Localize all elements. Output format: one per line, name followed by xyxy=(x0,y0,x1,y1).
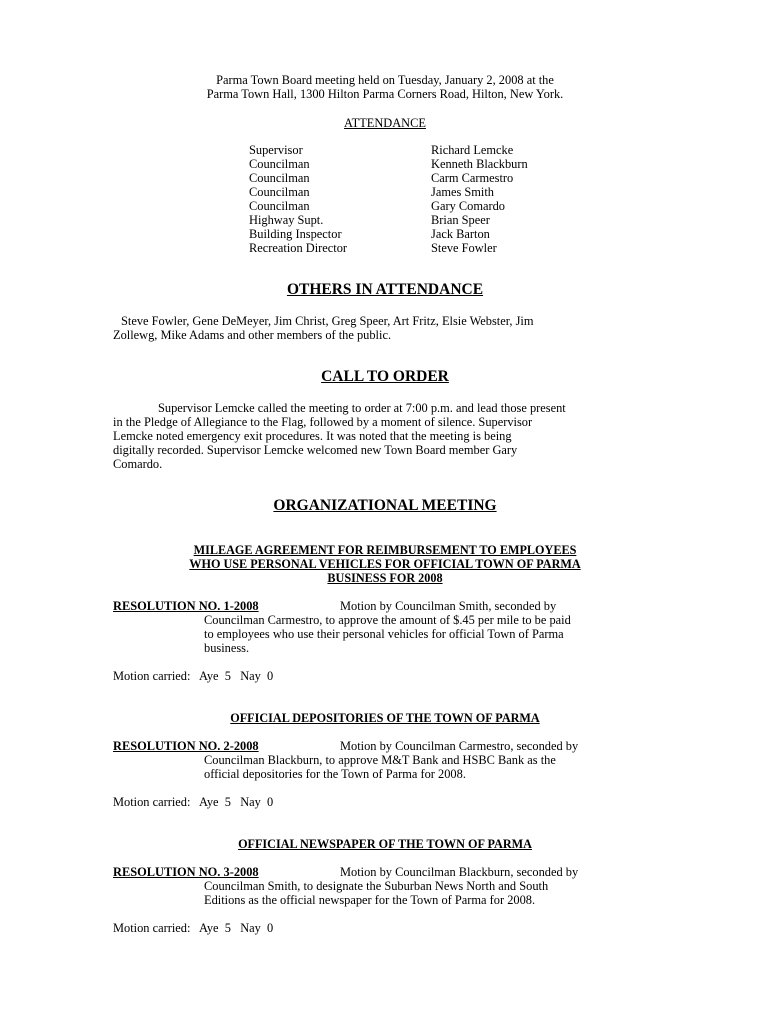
resolution-3-line: Editions as the official newspaper for the Town of Parma for 2008. xyxy=(204,893,536,907)
resolution-1-line: to employees who use their personal vehicles for official Town of Parma xyxy=(204,627,564,641)
attendance-title: Recreation Director xyxy=(249,241,348,255)
call-to-order-heading: CALL TO ORDER xyxy=(321,368,449,385)
attendance-name: Kenneth Blackburn xyxy=(431,157,528,171)
attendance-name: Jack Barton xyxy=(431,227,490,241)
resolution-1-motion: Motion carried: Aye 5 Nay 0 xyxy=(113,669,274,683)
resolution-2-motion: Motion carried: Aye 5 Nay 0 xyxy=(113,795,274,809)
attendance-name: Steve Fowler xyxy=(431,241,497,255)
call-to-order-line: Supervisor Lemcke called the meeting to order at 7:00 p.m. and lead those present xyxy=(158,401,566,415)
attendance-title: Highway Supt. xyxy=(249,213,324,227)
resolution-2-line: official depositories for the Town of Parma for 2008. xyxy=(204,767,466,781)
header-line-1: Parma Town Board meeting held on Tuesday, January 2, 2008 at the xyxy=(216,73,554,87)
resolution-3-motion: Motion carried: Aye 5 Nay 0 xyxy=(113,921,274,935)
resolution-3-label: RESOLUTION NO. 3-2008 xyxy=(113,865,259,879)
others-line-2: Zollewg, Mike Adams and other members of the public. xyxy=(113,328,392,342)
resolution-2-label: RESOLUTION NO. 2-2008 xyxy=(113,739,259,753)
attendance-title: Councilman xyxy=(249,157,310,171)
attendance-title: Building Inspector xyxy=(249,227,342,241)
attendance-name: Gary Comardo xyxy=(431,199,505,213)
attendance-name: Richard Lemcke xyxy=(431,143,514,157)
call-to-order-line: in the Pledge of Allegiance to the Flag, followed by a moment of silence. Supervisor xyxy=(113,415,533,429)
mileage-heading-line-2: WHO USE PERSONAL VEHICLES FOR OFFICIAL TOWN OF PARMA xyxy=(189,557,581,571)
attendance-heading: ATTENDANCE xyxy=(344,116,426,130)
resolution-1-first-line: Motion by Councilman Smith, seconded by xyxy=(340,599,557,613)
mileage-heading-line-3: BUSINESS FOR 2008 xyxy=(327,571,443,585)
header-line-2: Parma Town Hall, 1300 Hilton Parma Corners Road, Hilton, New York. xyxy=(206,87,564,101)
resolution-3-line: Councilman Smith, to designate the Suburban News North and South xyxy=(204,879,549,893)
others-heading: OTHERS IN ATTENDANCE xyxy=(286,281,484,298)
newspaper-heading: OFFICIAL NEWSPAPER OF THE TOWN OF PARMA xyxy=(238,837,532,851)
attendance-title: Supervisor xyxy=(249,143,303,157)
resolution-2-first-line: Motion by Councilman Carmestro, seconded by xyxy=(340,739,579,753)
call-to-order-line: Comardo. xyxy=(113,457,163,471)
attendance-name: Carm Carmestro xyxy=(431,171,514,185)
call-to-order-line: Lemcke noted emergency exit procedures. It was noted that the meeting is being xyxy=(113,429,512,443)
resolution-2-line: Councilman Blackburn, to approve M&T Bank and HSBC Bank as the xyxy=(204,753,556,767)
organizational-heading: ORGANIZATIONAL MEETING xyxy=(273,497,497,514)
attendance-title: Councilman xyxy=(249,171,310,185)
attendance-name: Brian Speer xyxy=(431,213,490,227)
resolution-1-label: RESOLUTION NO. 1-2008 xyxy=(113,599,259,613)
depositories-heading: OFFICIAL DEPOSITORIES OF THE TOWN OF PARMA xyxy=(230,711,540,725)
others-line-1: Steve Fowler, Gene DeMeyer, Jim Christ, Greg Speer, Art Fritz, Elsie Webster, Jim xyxy=(121,314,534,328)
resolution-1-line: business. xyxy=(204,641,250,655)
resolution-1-line: Councilman Carmestro, to approve the amount of $.45 per mile to be paid xyxy=(204,613,571,627)
attendance-title: Councilman xyxy=(249,199,310,213)
resolution-3-first-line: Motion by Councilman Blackburn, seconded by xyxy=(340,865,579,879)
attendance-title: Councilman xyxy=(249,185,310,199)
call-to-order-line: digitally recorded. Supervisor Lemcke welcomed new Town Board member Gary xyxy=(113,443,518,457)
attendance-name: James Smith xyxy=(431,185,494,199)
mileage-heading-line-1: MILEAGE AGREEMENT FOR REIMBURSEMENT TO EMPLOYEES xyxy=(193,543,577,557)
